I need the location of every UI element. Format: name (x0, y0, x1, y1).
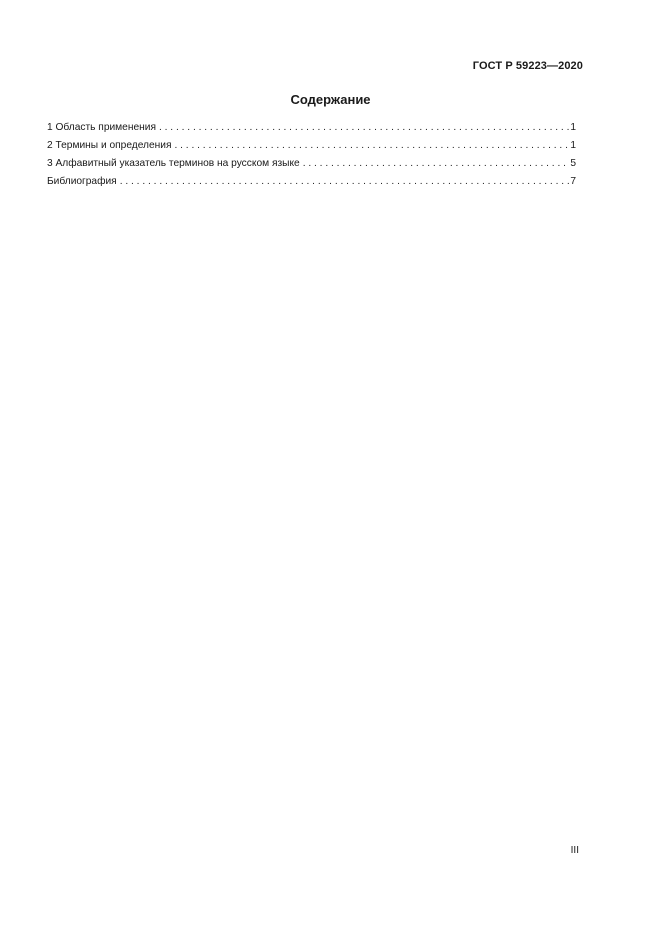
page-number: III (570, 845, 579, 856)
toc-list (47, 119, 576, 191)
toc-entry[interactable] (47, 173, 576, 191)
toc-dot-leader (174, 137, 569, 155)
toc-dot-leader (159, 119, 569, 137)
toc-entry[interactable] (47, 137, 576, 155)
toc-entry[interactable] (47, 119, 576, 137)
toc-entry-label: 1 Область применения (47, 122, 156, 133)
toc-entry-page: 7 (570, 176, 576, 187)
toc-entry-label: Библиография (47, 176, 117, 187)
toc-entry[interactable] (47, 155, 576, 173)
toc-entry-page: 1 (570, 140, 576, 151)
toc-dot-leader (303, 155, 570, 173)
toc-entry-page: 1 (570, 122, 576, 133)
document-code: ГОСТ Р 59223—2020 (472, 60, 583, 72)
toc-entry-label: 2 Термины и определения (47, 140, 172, 151)
toc-dot-leader (120, 173, 570, 191)
toc-entry-page: 5 (570, 158, 576, 169)
toc-title: Содержание (290, 92, 371, 107)
toc-entry-label: 3 Алфавитный указатель терминов на русском языке (47, 158, 300, 169)
